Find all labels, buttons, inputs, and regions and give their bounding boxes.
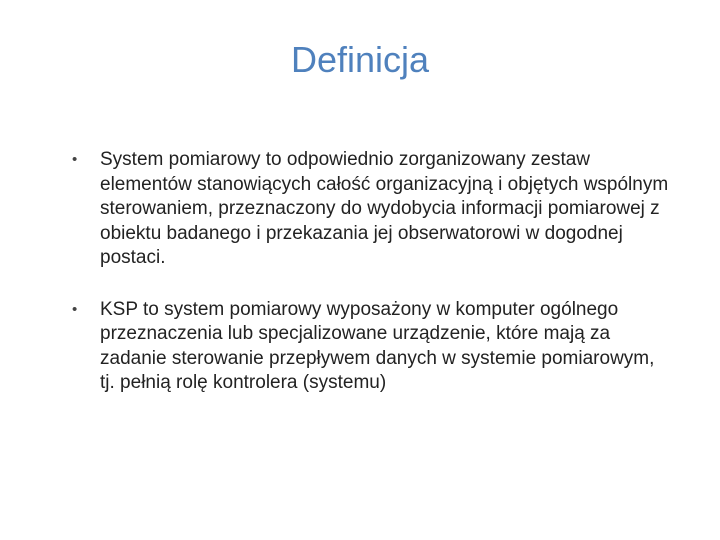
bullet-item-ksp: [70, 298, 670, 396]
slide-title: Definicja: [290, 39, 430, 80]
bullet-marker: •: [72, 300, 78, 318]
bullet-text: System pomiarowy to odpowiednio zorganizowany zestaw elementów stanowiących całość organizacyjną i objętych wspólnym sterowaniem, przeznaczony do wydobycia informacji pomiarowej z obiektu badanego i przekazania jej obserwatorowi w dogodnej postaci.: [100, 149, 669, 268]
bullet-item-definition: [70, 148, 670, 271]
bullet-marker: •: [72, 151, 78, 168]
bullet-text: KSP to system pomiarowy wyposażony w komputer ogólnego przeznaczenia lub specjalizowane urządzenie, które mają za zadanie sterowanie przepływem danych w systemie pomiarowym, tj. pełnią rolę kontrolera (systemu): [100, 298, 655, 393]
bullet-list: [70, 148, 670, 423]
